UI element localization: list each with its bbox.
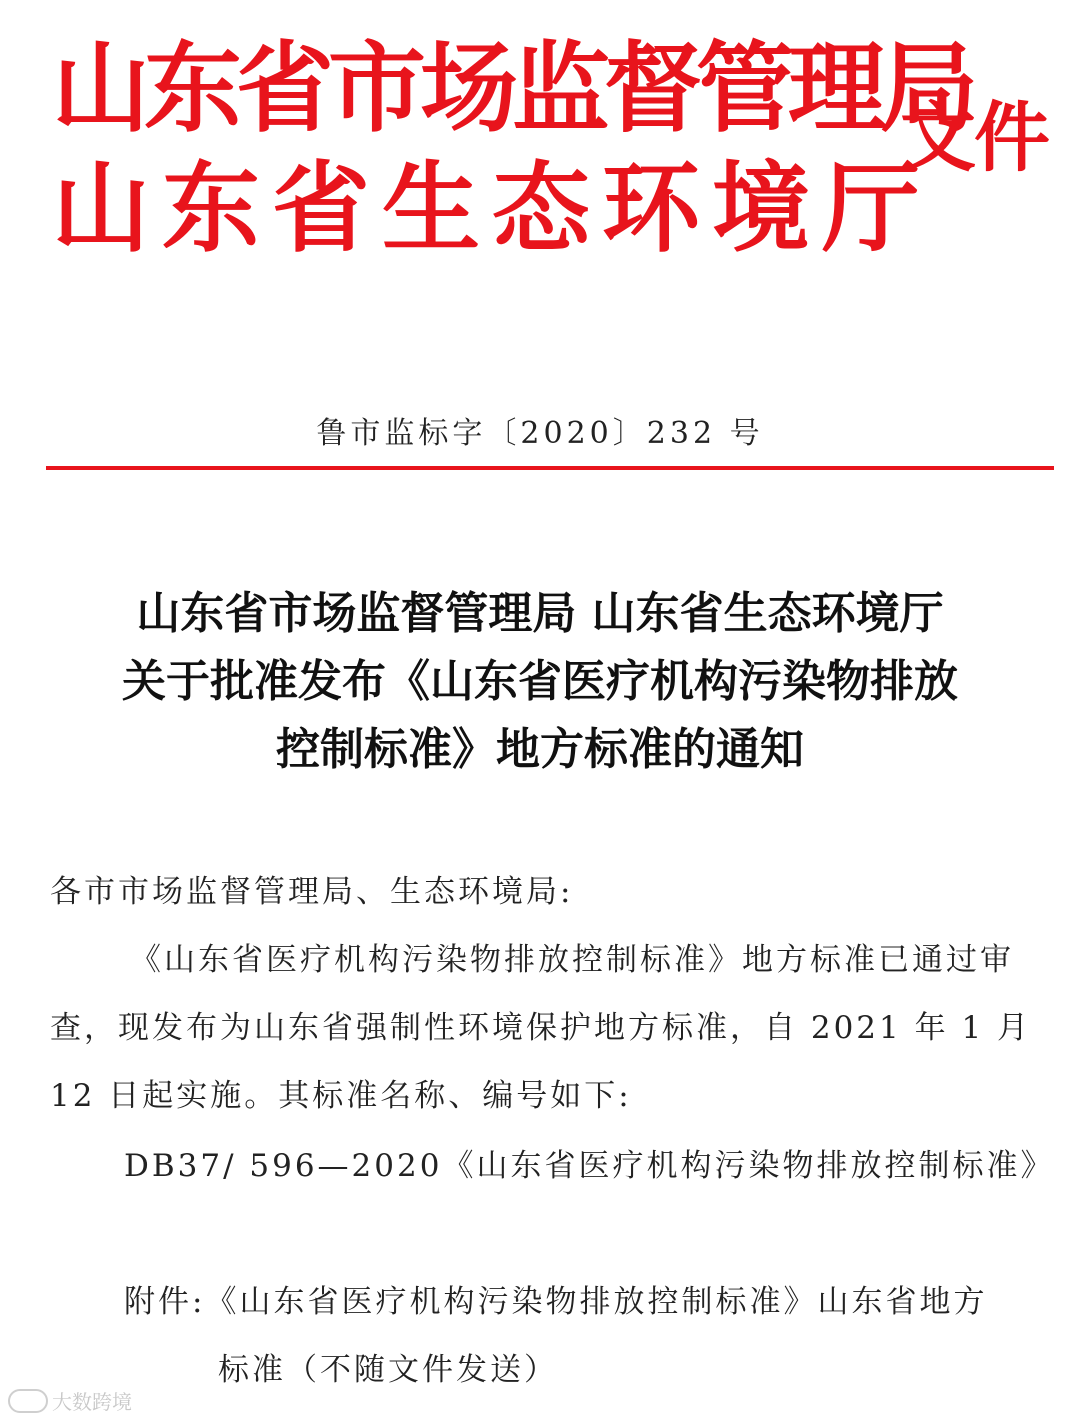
title-line-3: 控制标准》地方标准的通知 xyxy=(276,724,804,775)
red-divider-line xyxy=(46,466,1054,470)
watermark xyxy=(8,1386,132,1415)
body-paragraph-line-2: 查，现发布为山东省强制性环境保护地方标准，自 2021 年 1 月 xyxy=(50,1010,1032,1046)
issuer-header-line-2: 山东省生态环境厅 xyxy=(52,152,933,266)
standard-reference: DB37/ 596—2020《山东省医疗机构污染物排放控制标准》 xyxy=(124,1148,1055,1184)
addressee: 各市市场监督管理局、生态环境局: xyxy=(50,874,574,910)
body-paragraph-line-3: 12 日起实施。其标准名称、编号如下: xyxy=(50,1078,632,1114)
watermark-logo-icon xyxy=(8,1389,48,1413)
document-title xyxy=(0,580,1080,784)
watermark-text: 大数跨境 xyxy=(52,1390,132,1414)
attachment-line-2: 标准（不随文件发送） xyxy=(218,1352,558,1388)
issuer-header-line-1: 山东省市场监督管理局 xyxy=(52,32,973,146)
title-line-2: 关于批准发布《山东省医疗机构污染物排放 xyxy=(122,656,958,707)
issuer-header-suffix: 文件 xyxy=(900,93,1048,182)
body-paragraph-line-1: 《山东省医疗机构污染物排放控制标准》地方标准已通过审 xyxy=(130,942,1014,978)
title-line-1: 山东省市场监督管理局 山东省生态环境厅 xyxy=(136,588,944,639)
document-number: 鲁市监标字〔2020〕232 号 xyxy=(316,416,764,451)
attachment-line-1: 附件:《山东省医疗机构污染物排放控制标准》山东省地方 xyxy=(124,1284,988,1320)
